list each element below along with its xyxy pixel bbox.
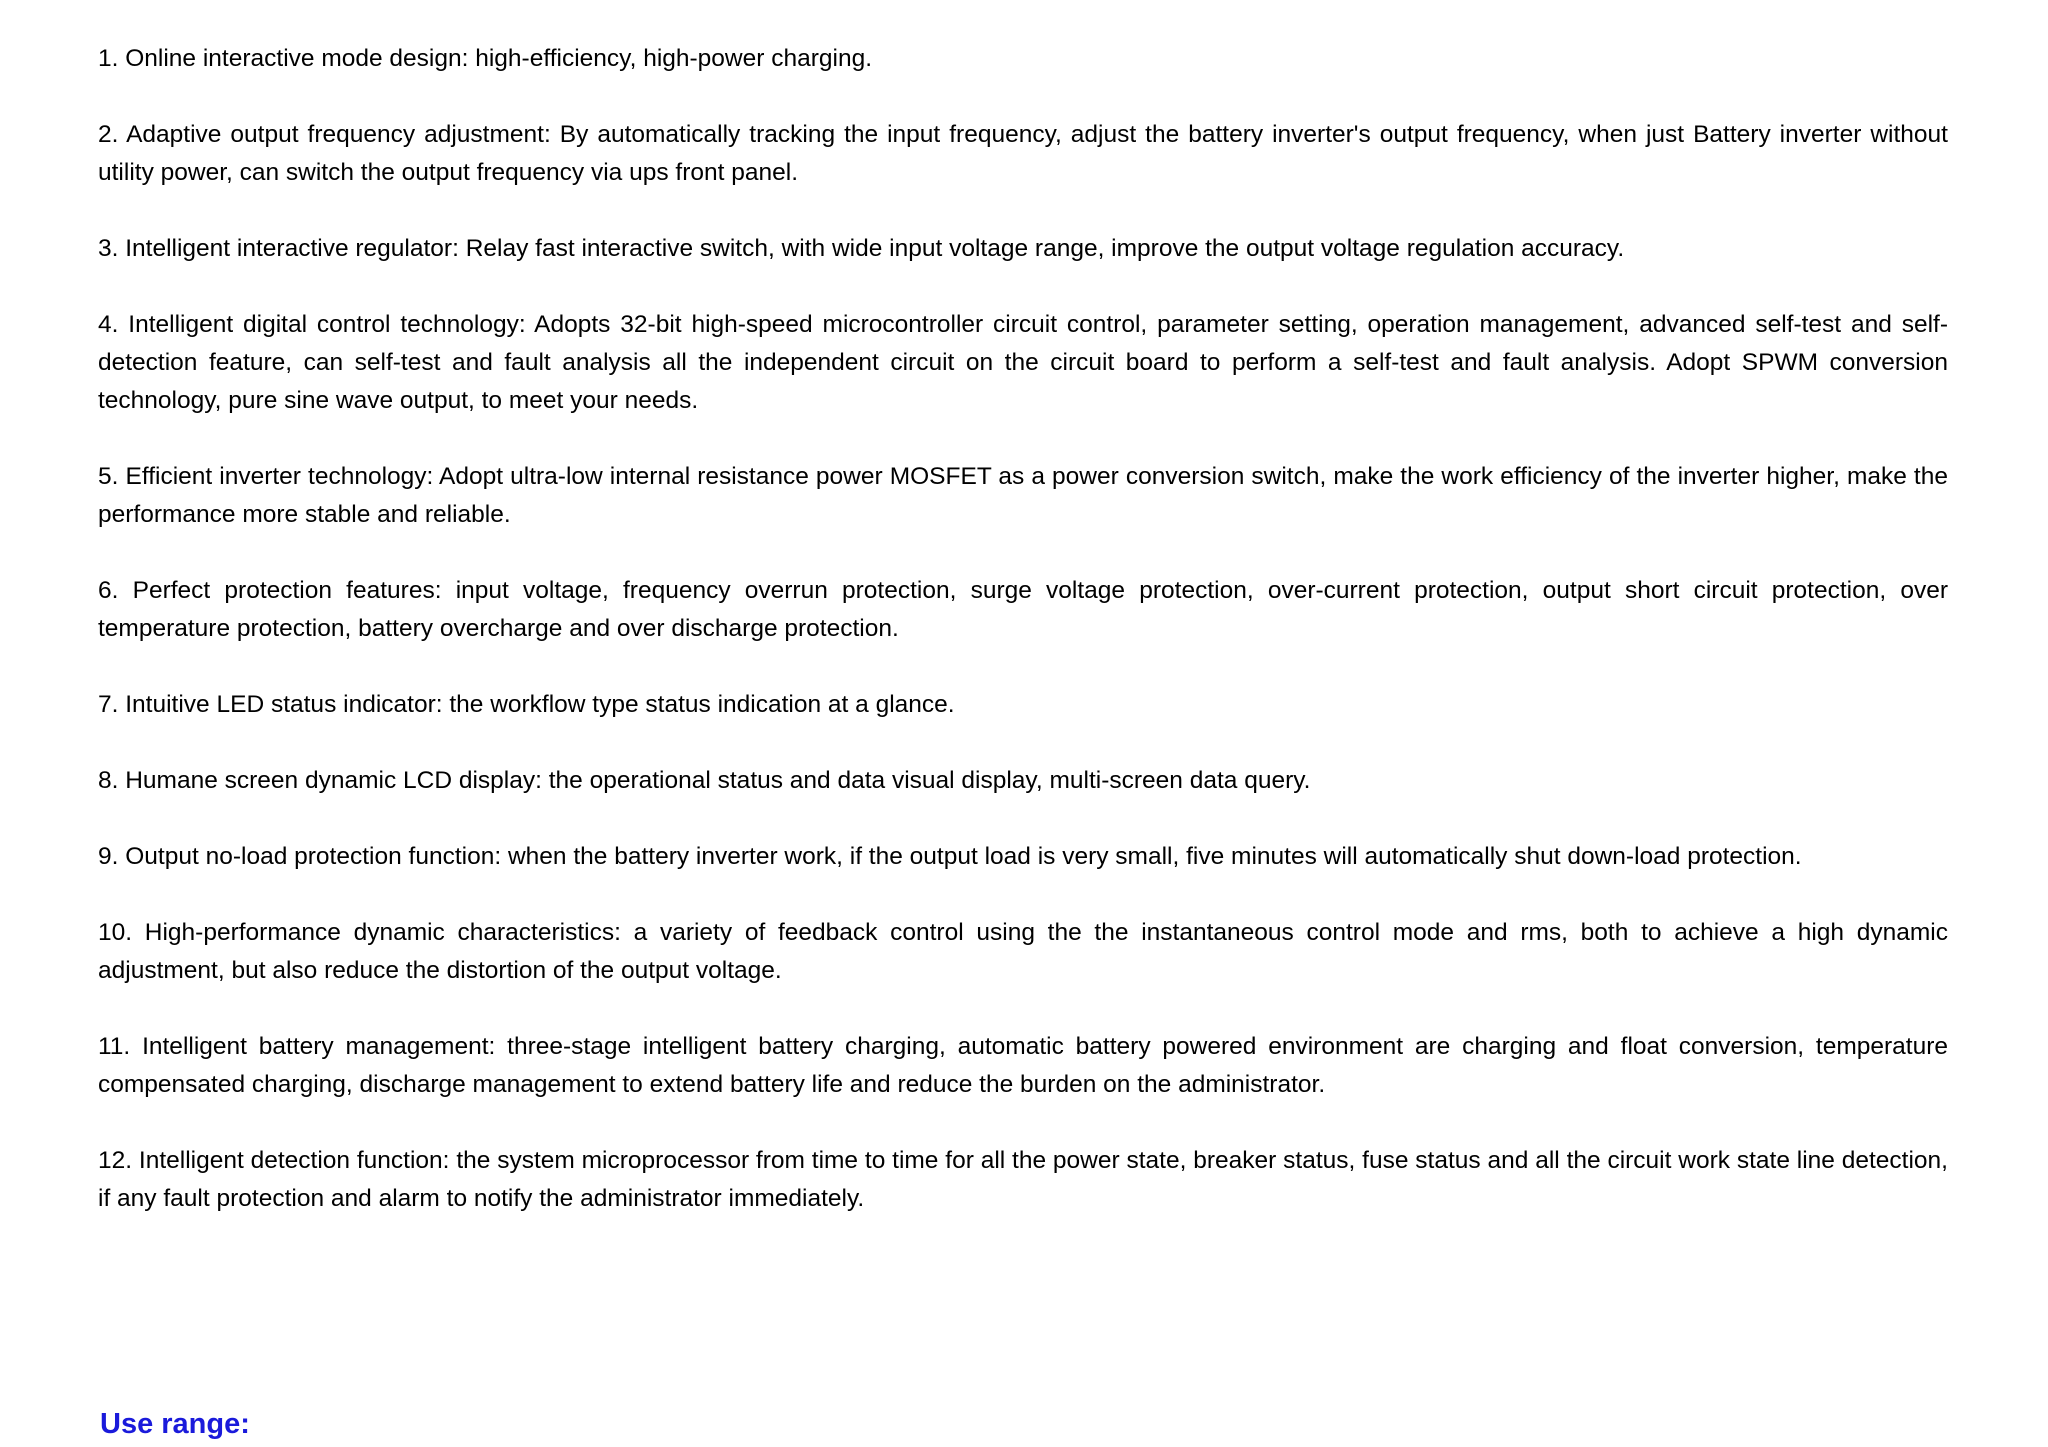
feature-item-9: 9. Output no-load protection function: when the battery inverter work, if the output load is very small, five minutes will automatically shut down-load protection.: [98, 843, 1802, 870]
features-list: [98, 40, 1948, 1256]
feature-item-5: 5. Efficient inverter technology: Adopt ultra-low internal resistance power MOSFET as a power conversion switch, make the work efficiency of the inverter higher, make the performance more stable and reliable.: [98, 463, 1948, 528]
feature-item-7: 7. Intuitive LED status indicator: the workflow type status indication at a glance.: [98, 691, 955, 718]
feature-item-2: 2. Adaptive output frequency adjustment: By automatically tracking the input frequency, adjust the battery inverter's output frequency, when just Battery inverter without utility power, can switch the output frequency via ups front panel.: [98, 121, 1948, 186]
feature-item-4: 4. Intelligent digital control technology: Adopts 32-bit high-speed microcontroller circuit control, parameter setting, operation management, advanced self-test and self-detection feature, can self-test and fault analysis all the independent circuit on the circuit board to perform a self-test and fault analysis. Adopt SPWM conversion technology, pure sine wave output, to meet your needs.: [98, 311, 1948, 414]
feature-item-10: 10. High-performance dynamic characteristics: a variety of feedback control using the the instantaneous control mode and rms, both to achieve a high dynamic adjustment, but also reduce the distortion of the output voltage.: [98, 919, 1948, 984]
feature-item-1: 1. Online interactive mode design: high-efficiency, high-power charging.: [98, 45, 872, 72]
feature-item-12: 12. Intelligent detection function: the system microprocessor from time to time for all the power state, breaker status, fuse status and all the circuit work state line detection, if any fault protection and alarm to notify the administrator immediately.: [98, 1147, 1948, 1212]
feature-item-6: 6. Perfect protection features: input voltage, frequency overrun protection, surge voltage protection, over-current protection, output short circuit protection, over temperature protection, battery overcharge and over discharge protection.: [98, 577, 1948, 642]
use-range-heading: Use range:: [100, 1408, 250, 1440]
feature-item-8: 8. Humane screen dynamic LCD display: the operational status and data visual display, multi-screen data query.: [98, 767, 1311, 794]
feature-item-3: 3. Intelligent interactive regulator: Relay fast interactive switch, with wide input voltage range, improve the output voltage regulation accuracy.: [98, 235, 1625, 262]
feature-item-11: 11. Intelligent battery management: three-stage intelligent battery charging, automatic battery powered environment are charging and float conversion, temperature compensated charging, discharge management to extend battery life and reduce the burden on the administrator.: [98, 1033, 1948, 1098]
